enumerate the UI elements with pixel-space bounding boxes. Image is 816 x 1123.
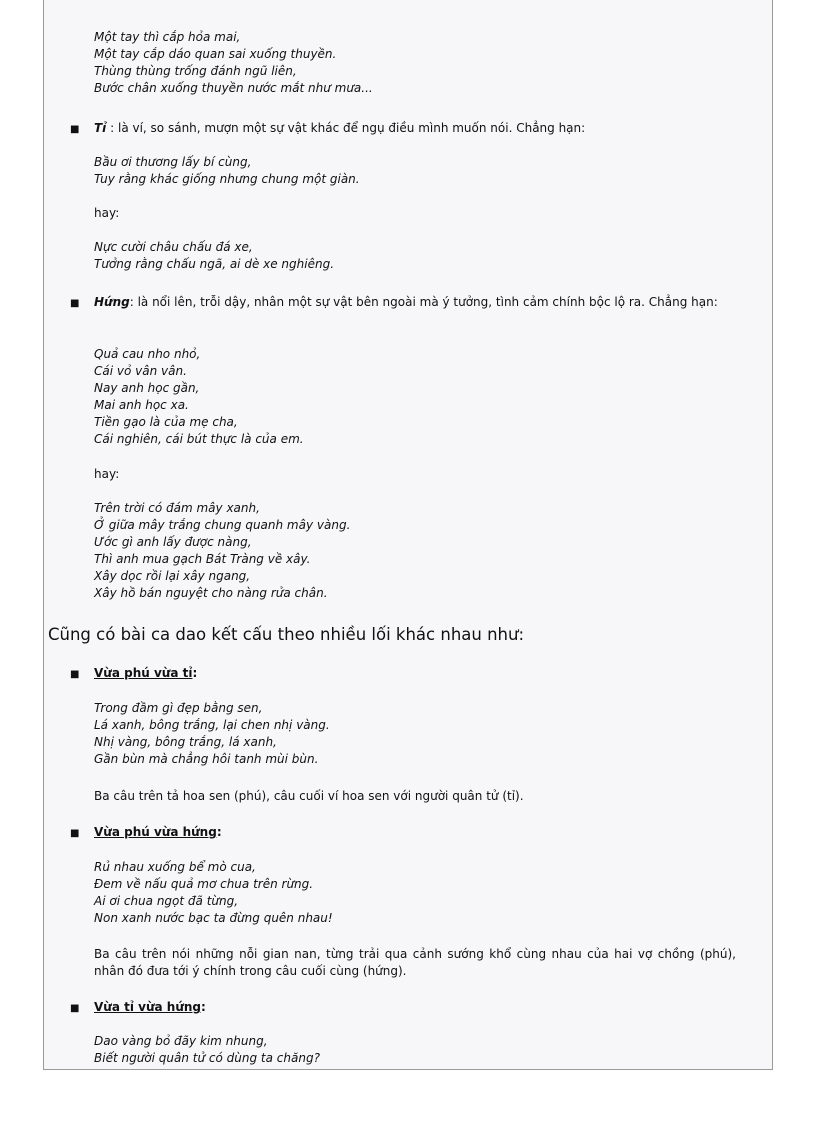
verse-line: Gần bùn mà chẳng hôi tanh mùi bùn. [94, 752, 319, 766]
item-hung [94, 294, 758, 311]
verse-line: Một tay cắp dáo quan sai xuống thuyền. [94, 47, 337, 61]
verse-line: Biết người quân tử có dùng ta chăng? [94, 1051, 320, 1065]
verse-line: Nực cười châu chấu đá xe, [94, 240, 253, 254]
verse-line: Cái vỏ vân vân. [94, 364, 187, 378]
document-frame [43, 0, 773, 1070]
term-colon: : [192, 666, 198, 680]
verse-ti-hung [94, 1033, 320, 1067]
item-ti-hung [94, 999, 758, 1016]
verse-line: Ai ơi chua ngọt đã từng, [94, 894, 239, 908]
verse-phu-hung [94, 859, 333, 927]
verse-opening [94, 29, 373, 97]
term-colon: : [201, 1000, 206, 1014]
desc-hung: : là nổi lên, trỗi dậy, nhân một sự vật bên ngoài mà ý tưởng, tình cảm chính bộc lộ ra. Chẳng hạn: [129, 295, 718, 309]
bullet-icon: ■ [70, 298, 80, 309]
verse-line: Trên trời có đám mây xanh, [94, 501, 260, 515]
verse-line: Nhị vàng, bông trắng, lá xanh, [94, 735, 277, 749]
item-phu-hung [94, 824, 758, 841]
verse-line: Trong đầm gì đẹp bằng sen, [94, 701, 263, 715]
verse-ti-2 [94, 239, 334, 273]
verse-line: Tưởng rằng chấu ngã, ai dè xe nghiêng. [94, 257, 335, 271]
verse-line: Rủ nhau xuống bể mò cua, [94, 860, 256, 874]
verse-line: Cái nghiên, cái bút thực là của em. [94, 432, 304, 446]
verse-line: Ở giữa mây trắng chung quanh mây vàng. [94, 518, 351, 532]
verse-line: Quả cau nho nhỏ, [94, 347, 201, 361]
item-phu-ti [94, 665, 758, 682]
verse-line: Tuy rằng khác giống nhưng chung một giàn. [94, 172, 360, 186]
verse-line: Xây hồ bán nguyệt cho nàng rửa chân. [94, 586, 328, 600]
verse-line: Tiền gạo là của mẹ cha, [94, 415, 238, 429]
note-phu-ti: Ba câu trên tả hoa sen (phú), câu cuối ví hoa sen với người quân tử (tỉ). [94, 789, 524, 803]
verse-line: Non xanh nước bạc ta đừng quên nhau! [94, 911, 333, 925]
verse-line: Bước chân xuống thuyền nước mắt như mưa... [94, 81, 373, 95]
term-phu-hung: Vừa phú vừa hứng [94, 825, 217, 839]
verse-line: Một tay thì cắp hỏa mai, [94, 30, 241, 44]
verse-line: Đem về nấu quả mơ chua trên rừng. [94, 877, 314, 891]
verse-line: Thùng thùng trống đánh ngũ liên, [94, 64, 297, 78]
verse-hung-2 [94, 500, 350, 602]
term-phu-ti: Vừa phú vừa tỉ [94, 666, 193, 680]
item-ti [94, 120, 758, 137]
note-phu-hung: Ba câu trên nói những nỗi gian nan, từng trải qua cảnh sướng khổ cùng nhau của hai vợ chồng (phú), nhân đó đưa tới ý chính trong câu cuối cùng (hứng). [94, 947, 736, 978]
verse-line: Mai anh học xa. [94, 398, 189, 412]
verse-line: Ước gì anh lấy được nàng, [94, 535, 252, 549]
bullet-icon: ■ [70, 1003, 80, 1014]
verse-ti-1 [94, 154, 360, 188]
verse-line: Bầu ơi thương lấy bí cùng, [94, 155, 252, 169]
section-heading: Cũng có bài ca dao kết cấu theo nhiều lối khác nhau như: [48, 625, 525, 644]
verse-line: Dao vàng bỏ đãy kim nhung, [94, 1034, 268, 1048]
text-hay: hay: [94, 206, 120, 220]
verse-line: Xây dọc rồi lại xây ngang, [94, 569, 251, 583]
text-hay: hay: [94, 467, 120, 481]
bullet-icon: ■ [70, 124, 80, 135]
verse-line: Thì anh mua gạch Bát Tràng về xây. [94, 552, 311, 566]
verse-hung-1 [94, 346, 304, 448]
desc-ti: : là ví, so sánh, mượn một sự vật khác để ngụ điều mình muốn nói. Chẳng hạn: [106, 121, 586, 135]
term-hung: Hứng [94, 295, 130, 309]
bullet-icon: ■ [70, 828, 80, 839]
verse-line: Lá xanh, bông trắng, lại chen nhị vàng. [94, 718, 330, 732]
bullet-icon: ■ [70, 669, 80, 680]
verse-phu-ti [94, 700, 330, 768]
term-ti: Tỉ [94, 121, 107, 135]
verse-line: Nay anh học gần, [94, 381, 200, 395]
term-ti-hung: Vừa tỉ vừa hứng [94, 1000, 201, 1014]
term-colon: : [216, 825, 222, 839]
